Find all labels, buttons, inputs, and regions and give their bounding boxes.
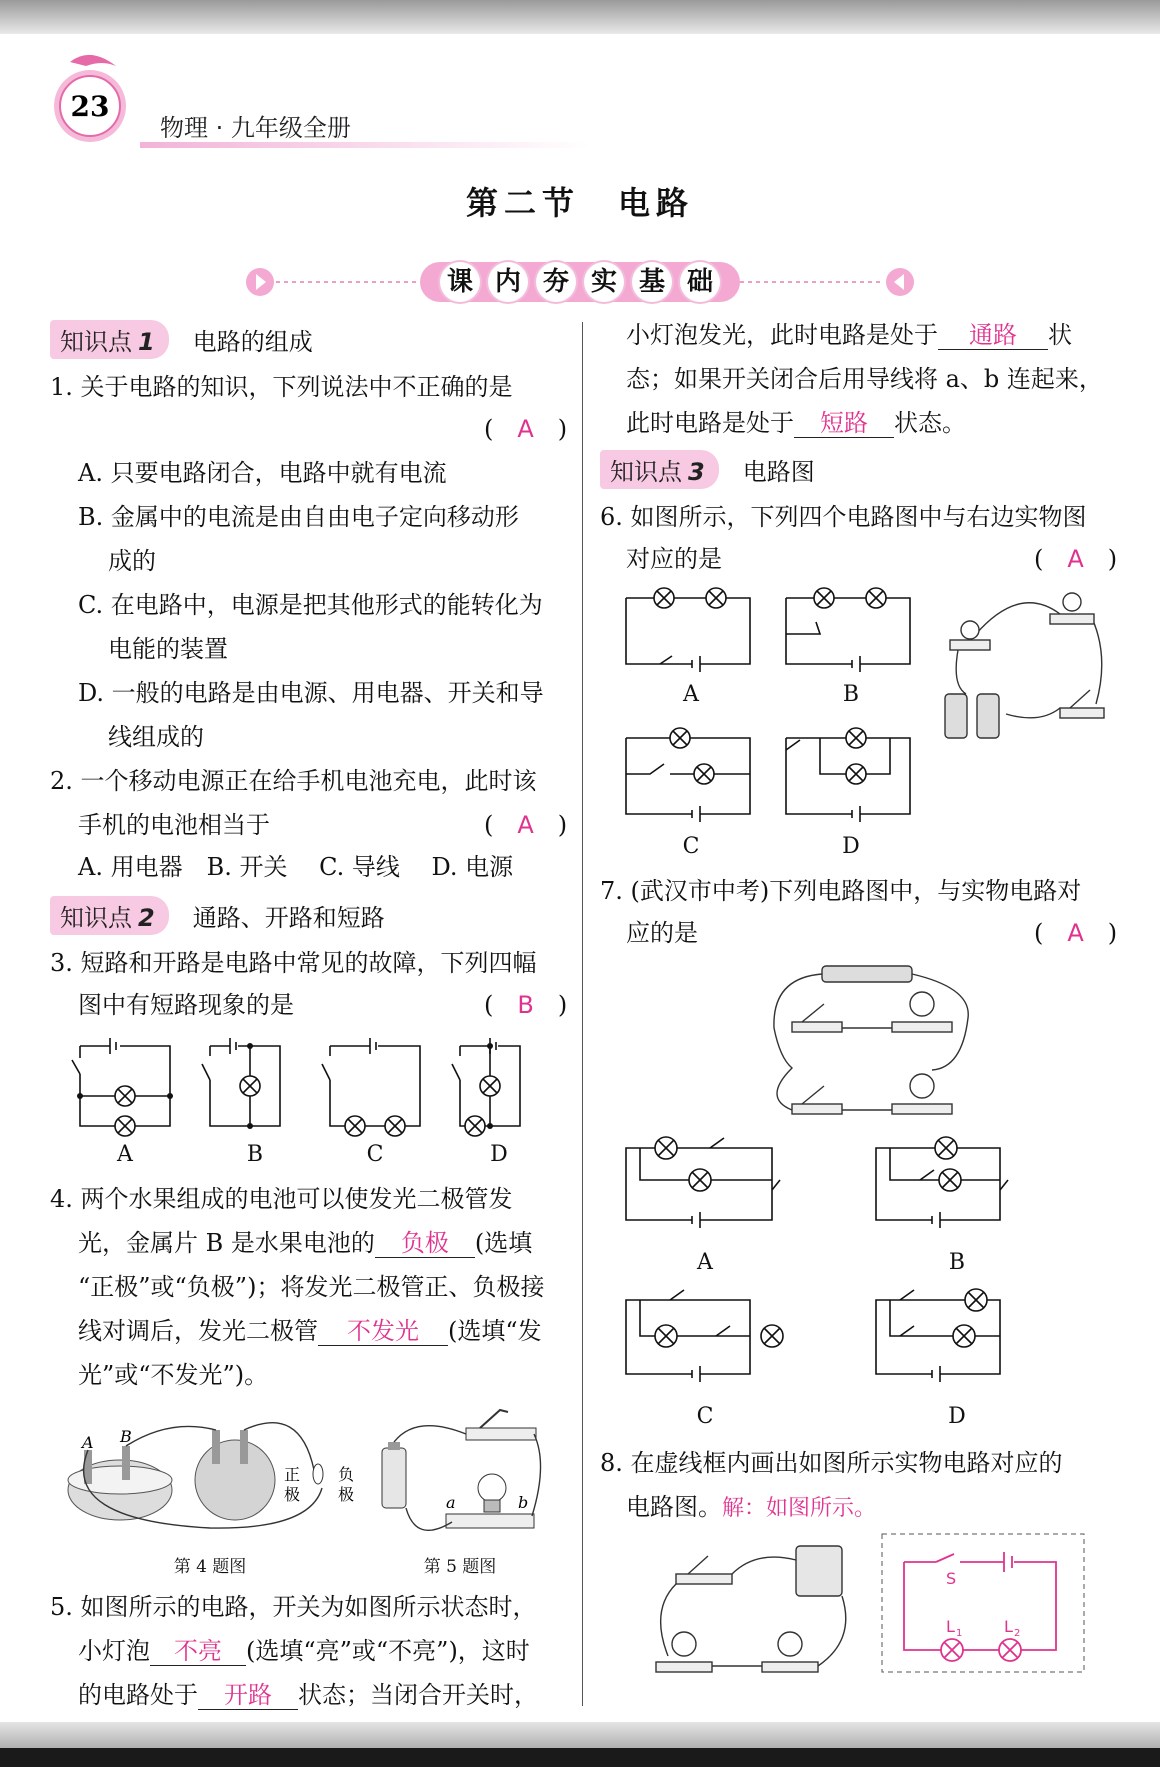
q3-label-a: A [117,1142,133,1167]
q5-figure [376,1404,546,1544]
q2-options: A. 用电器 B. 开关 C. 导线 D. 电源 [78,853,514,881]
q4-line4: 线对调后，发光二极管 不发光 (选填“发 [78,1317,542,1345]
q7-stem-cont: 应的是 [626,919,698,947]
q8-label-l1: L [946,1617,955,1636]
q4-figure [60,1410,360,1540]
book-title: 物理 · 九年级全册 [160,114,351,142]
q7-label-c: C [696,1404,714,1429]
kp-tag: 知识点 3 [600,450,719,489]
banner-char: 实 [584,262,624,302]
q6-label-c: C [682,834,700,859]
q6-label-d: D [842,834,860,859]
q5-line5: 态；如果开关闭合后用导线将 a、b 连起来， [626,365,1103,393]
q6-label-a: A [683,682,699,707]
q7-circuits [620,1130,1110,1420]
kp-tag: 知识点 1 [50,320,169,359]
kp-tag: 知识点 2 [50,896,169,935]
q8-solution: 解：如图所示。 [722,1496,877,1521]
q4-blank-2: 不发光 [318,1317,448,1346]
q4-label-b: B [120,1427,132,1446]
banner-char: 础 [680,262,720,302]
page-number: 23 [70,90,110,123]
q5-line2: 小灯泡 不亮 (选填“亮”或“不亮”)，这时 [78,1637,530,1665]
svg-text:2: 2 [1014,1628,1021,1639]
q8-label-s: S [946,1569,957,1588]
q8-stem-cont: 电路图。解：如图所示。 [626,1493,877,1521]
q8-stem: 8. 在虚线框内画出如图所示实物电路对应的 [600,1449,1063,1477]
q7-label-a: A [697,1250,713,1275]
header-bar [140,142,590,148]
q1-option-b: B. 金属中的电流是由自由电子定向移动形 [78,503,519,531]
q3-stem: 3. 短路和开路是电路中常见的故障，下列四幅 [50,949,537,977]
knowledge-point-3 [600,450,815,488]
q7-stem: 7. (武汉市中考)下列电路图中，与实物电路对 [600,877,1082,905]
q7-label-d: D [948,1404,966,1429]
q1-option-a: A. 只要电路闭合，电路中就有电流 [78,459,447,487]
q4-label-a: A [82,1433,94,1452]
q4-line5: 光”或“不发光”)。 [78,1361,269,1389]
q7-label-b: B [948,1250,966,1275]
q2-stem: 2. 一个移动电源正在给手机电池充电，此时该 [50,767,537,795]
q5-line1: 5. 如图所示的电路，开关为如图所示状态时， [50,1593,537,1621]
q4-line1: 4. 两个水果组成的电池可以使发光二极管发 [50,1185,513,1213]
q5-blank-3: 通路 [938,321,1048,350]
q5-label-b: b [518,1493,529,1512]
q7-real-circuit [762,958,982,1120]
q6-stem-cont: 对应的是 [626,545,722,573]
q6-label-b: B [842,682,860,707]
q2-answer: ( A ) [484,811,568,839]
banner-char: 内 [488,262,528,302]
banner-char: 夯 [536,262,576,302]
q4-line2: 光，金属片 B 是水果电池的 负极 (选填 [78,1229,533,1257]
q4-caption: 第 4 题图 [173,1557,247,1577]
q4-label-positive: 正 [284,1465,301,1484]
q4-line3: “正极”或“负极”)；将发光二极管正、负极接 [78,1273,545,1301]
banner-char: 基 [632,262,672,302]
q5-blank-4: 短路 [794,409,894,438]
q6-answer: ( A ) [1034,545,1118,573]
q8-real-circuit [646,1530,866,1680]
q5-blank-1: 不亮 [150,1637,246,1666]
q6-stem: 6. 如图所示，下列四个电路图中与右边实物图 [600,503,1087,531]
q4-blank-1: 负极 [375,1229,475,1258]
section-title: 第二节 电路 [465,184,694,222]
banner-char: 课 [440,262,480,302]
q8-label-l2: L [1004,1617,1013,1636]
kp-title: 通路、开路和短路 [192,903,385,932]
page-number-badge [50,52,130,148]
q8-answer-diagram [880,1532,1086,1674]
q5-caption: 第 5 题图 [423,1557,497,1577]
q1-option-d-cont: 线组成的 [108,723,204,751]
q5-blank-2: 开路 [198,1681,298,1710]
q3-circuits [70,1036,550,1146]
q4-label-negative-2: 极 [338,1485,355,1504]
knowledge-point-1 [50,320,313,358]
q1-option-b-cont: 成的 [108,547,156,575]
column-divider [582,322,583,1706]
q7-answer: ( A ) [1034,919,1118,947]
knowledge-point-2 [50,896,385,934]
kp-title: 电路图 [742,457,815,486]
svg-text:1: 1 [956,1628,963,1639]
q3-label-d: D [490,1142,508,1167]
banner-text [440,256,720,308]
q1-option-c-cont: 电能的装置 [108,635,228,663]
q1-option-d: D. 一般的电路是由电源、用电器、开关和导 [78,679,544,707]
top-edge [0,0,1160,34]
q5-label-a: a [446,1493,456,1512]
q3-label-b: B [246,1142,264,1167]
q5-line3: 的电路处于 开路 状态；当闭合开关时， [78,1681,538,1709]
q5-line4: 小灯泡发光，此时电路是处于 通路 状 [626,321,1072,349]
q1-answer: ( A ) [484,415,568,443]
q5-line6: 此时电路是处于 短路 状态。 [626,409,966,437]
q2-stem-cont: 手机的电池相当于 [78,811,270,839]
q3-label-c: C [366,1142,384,1167]
q4-label-positive-2: 极 [284,1485,301,1504]
kp-title: 电路的组成 [192,327,313,356]
q3-answer: ( B ) [484,991,568,1019]
q1-stem: 1. 关于电路的知识，下列说法中不正确的是 [50,373,513,401]
bottom-bar [0,1748,1160,1767]
q3-stem-cont: 图中有短路现象的是 [78,991,294,1019]
q1-option-c: C. 在电路中，电源是把其他形式的能转化为 [78,591,543,619]
q4-label-negative: 负 [338,1465,355,1484]
